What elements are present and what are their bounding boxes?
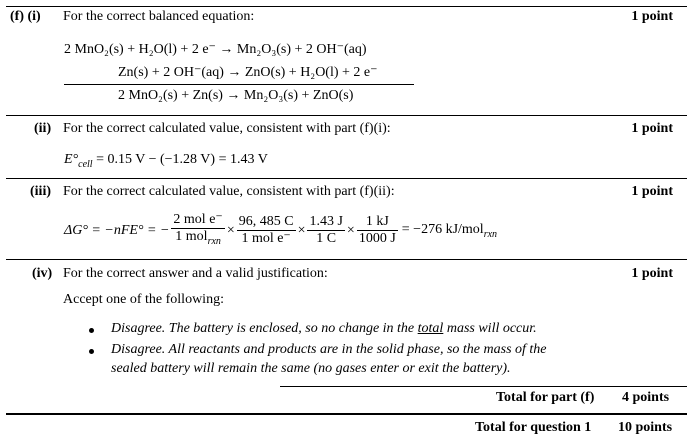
half-reaction-2: Zn(s) + 2 OH⁻(aq) → ZnO(s) + H₂O(l) + 2 e⁻: [118, 65, 378, 80]
justification-1: Disagree. The battery is enclosed, so no change in the total mass will occur.: [111, 321, 537, 336]
gibbs-lhs: ΔG° = −nFE° = −: [64, 222, 170, 238]
part-f-i-header: For the correct balanced equation:: [63, 9, 255, 24]
cell-potential-calculation: [64, 152, 268, 170]
e-cell-subscript: cell: [78, 158, 93, 170]
rule-after-iii: [6, 259, 687, 260]
fraction-electrons-den: 1 mol$_{rxn}$: [175, 229, 221, 247]
part-f-ii-label: (ii): [34, 121, 52, 136]
part-f-iv-points: 1 point: [631, 266, 673, 281]
fraction-voltage: [307, 214, 344, 247]
fraction-electrons: [171, 212, 224, 250]
e-cell-symbol: E°: [64, 152, 79, 167]
accept-note: Accept one of the following:: [63, 292, 224, 307]
times-sign-3: ×: [346, 222, 355, 238]
sum-rule: [64, 84, 414, 85]
e-cell-value: = 0.15 V − (−1.28 V) = 1.43 V: [92, 152, 268, 167]
bullet-2-icon: [89, 349, 94, 354]
fraction-voltage-den: 1 C: [316, 231, 337, 247]
part-f-iii-label: (iii): [30, 184, 51, 199]
times-sign-2: ×: [297, 222, 306, 238]
fraction-kilojoule: [357, 214, 398, 247]
fraction-voltage-num: 1.43 J: [309, 214, 343, 230]
fraction-faraday: [237, 214, 296, 247]
total-part-label: Total for part (f): [496, 390, 595, 405]
part-f-iii-header: For the correct calculated value, consistent with part (f)(ii):: [63, 184, 395, 199]
overall-reaction: 2 MnO₂(s) + Zn(s) → Mn₂O₃(s) + ZnO(s): [118, 88, 354, 103]
total-question-label: Total for question 1: [475, 420, 592, 435]
fraction-faraday-den: 1 mol e⁻: [241, 231, 291, 247]
rule-double-top: [6, 413, 687, 415]
times-sign-1: ×: [226, 222, 235, 238]
half-reaction-1: 2 MnO₂(s) + H₂O(l) + 2 e⁻ → Mn₂O₃(s) + 2 OH⁻(aq): [64, 42, 367, 57]
part-f-i-label: (f) (i): [10, 9, 41, 24]
rule-after-ii: [6, 178, 687, 179]
gibbs-energy-calculation: [64, 212, 497, 250]
rule-before-totals: [280, 386, 687, 387]
part-f-ii-points: 1 point: [631, 121, 673, 136]
gibbs-result: = −276 kJ/mol$_{rxn}$: [401, 222, 498, 240]
fraction-kilojoule-num: 1 kJ: [357, 214, 398, 231]
total-part-points: 4 points: [622, 390, 670, 405]
part-f-iv-header: For the correct answer and a valid justification:: [63, 266, 328, 281]
part-f-i-points: 1 point: [631, 9, 673, 24]
justification-2-line-2: sealed battery will remain the same (no gases enter or exit the battery).: [111, 361, 511, 376]
fraction-faraday-num: 96, 485 C: [238, 214, 294, 230]
fraction-electrons-num: 2 mol e⁻: [173, 212, 223, 227]
top-rule: [6, 6, 687, 7]
part-f-iv-label: (iv): [32, 266, 53, 281]
justification-2-line-1: Disagree. All reactants and products are in the solid phase, so the mass of the: [111, 342, 547, 357]
rule-after-i: [6, 115, 687, 116]
total-question-points: 10 points: [618, 420, 673, 435]
part-f-ii-header: For the correct calculated value, consistent with part (f)(i):: [63, 121, 391, 136]
part-f-iii-points: 1 point: [631, 184, 673, 199]
bullet-1-icon: [89, 328, 94, 333]
fraction-kilojoule-den: 1000 J: [358, 231, 396, 247]
